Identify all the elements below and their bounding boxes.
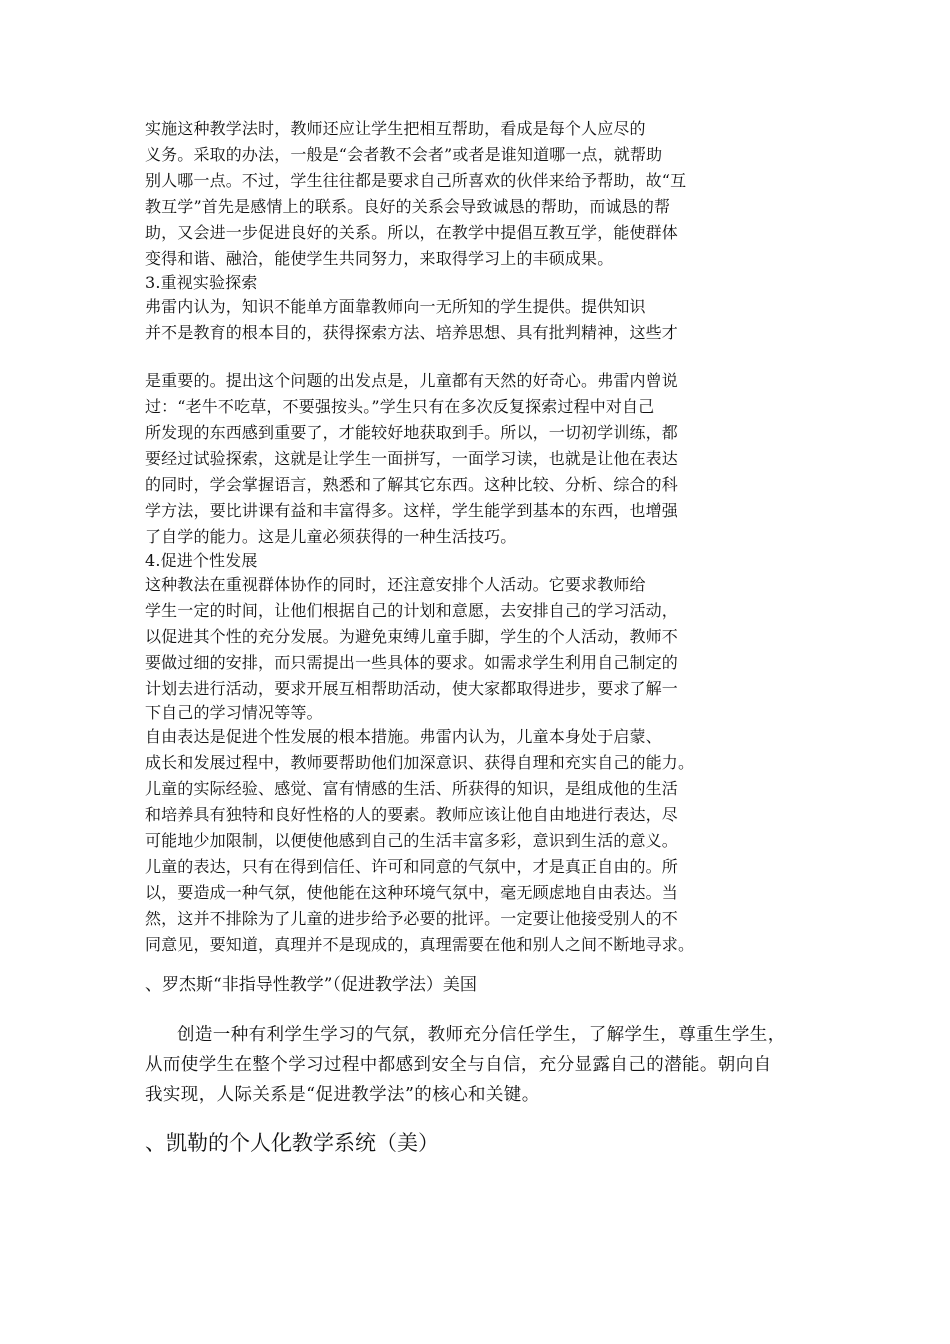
paragraph-line: 是重要的。提出这个问题的出发点是，儿童都有天然的好奇心。弗雷内曾说: [145, 371, 678, 390]
paragraph-line: 这种教法在重视群体协作的同时，还注意安排个人活动。它要求教师给: [145, 575, 646, 594]
paragraph-line: 要做过细的安排，而只需提出一些具体的要求。如需求学生利用自己制定的: [145, 653, 678, 672]
paragraph-line: 可能地少加限制，以便使他感到自己的生活丰富多彩，意识到生活的意义。: [145, 831, 678, 850]
paragraph-line: 助，又会进一步促进良好的关系。所以，在教学中提倡互教互学，能使群体: [145, 223, 678, 242]
paragraph-line: 儿童的表达，只有在得到信任、许可和同意的气氛中，才是真正自由的。所: [145, 857, 678, 876]
paragraph-line: 了自学的能力。这是儿童必须获得的一种生活技巧。: [145, 527, 517, 546]
paragraph-line: 要经过试验探索，这就是让学生一面拼写，一面学习读，也就是让他在表达: [145, 449, 678, 468]
paragraph-line: 儿童的实际经验、感觉、富有情感的生活、所获得的知识，是组成他的生活: [145, 779, 678, 798]
section-heading: 4.促进个性发展: [145, 551, 258, 570]
paragraph-line: 义务。采取的办法，一般是“会者教不会者”或者是谁知道哪一点，就帮助: [145, 145, 663, 164]
paragraph-line: 所发现的东西感到重要了，才能较好地获取到手。所以，一切初学训练，都: [145, 423, 678, 442]
paragraph-line: 并不是教育的根本目的，获得探索方法、培养思想、具有批判精神，这些才: [145, 323, 678, 342]
paragraph-line: 下自己的学习情况等等。: [145, 703, 323, 722]
paragraph-line: 以，要造成一种气氛，使他能在这种环境气氛中，毫无顾虑地自由表达。当: [145, 883, 678, 902]
paragraph-line: 学方法，要比讲课有益和丰富得多。这样，学生能学到基本的东西，也增强: [145, 501, 678, 520]
paragraph-line: 同意见，要知道，真理并不是现成的，真理需要在他和别人之间不断地寻求。: [145, 935, 695, 954]
paragraph-line: 计划去进行活动，要求开展互相帮助活动，使大家都取得进步，要求了解一: [145, 679, 678, 698]
paragraph-line: 变得和谐、融洽，能使学生共同努力，来取得学习上的丰硕成果。: [145, 249, 614, 268]
section-heading: 3.重视实验探索: [145, 273, 258, 292]
paragraph-line: 我实现，人际关系是“促进教学法”的核心和关键。: [145, 1085, 540, 1105]
section-heading: 、凯勒的个人化教学系统（美）: [145, 1131, 439, 1155]
paragraph-line: 从而使学生在整个学习过程中都感到安全与自信，充分显露自己的潜能。朝向自: [145, 1055, 772, 1075]
paragraph-line: 以促进其个性的充分发展。为避免束缚儿童手脚，学生的个人活动，教师不: [145, 627, 678, 646]
paragraph-line: 弗雷内认为，知识不能单方面靠教师向一无所知的学生提供。提供知识: [145, 297, 646, 316]
paragraph-line: 实施这种教学法时，教师还应让学生把相互帮助，看成是每个人应尽的: [145, 119, 646, 138]
paragraph-line: 教互学”首先是感情上的联系。良好的关系会导致诚恳的帮助，而诚恳的帮: [145, 197, 671, 216]
paragraph-line: 创造一种有利学生学习的气氛，教师充分信任学生，了解学生，尊重生学生，: [177, 1025, 786, 1045]
paragraph-line: 过：“老牛不吃草，不要强按头。”学生只有在多次反复探索过程中对自己: [145, 397, 655, 416]
paragraph-line: 自由表达是促进个性发展的根本措施。弗雷内认为，儿童本身处于启蒙、: [145, 727, 662, 746]
paragraph-line: 别人哪一点。不过，学生往往都是要求自己所喜欢的伙伴来给予帮助，故“互: [145, 171, 687, 190]
paragraph-line: 和培养具有独特和良好性格的人的要素。教师应该让他自由地进行表达，尽: [145, 805, 678, 824]
paragraph-line: 的同时，学会掌握语言，熟悉和了解其它东西。这种比较、分析、综合的科: [145, 475, 678, 494]
paragraph-line: 成长和发展过程中，教师要帮助他们加深意识、获得自理和充实自己的能力。: [145, 753, 695, 772]
section-heading: 、罗杰斯“非指导性教学”（促进教学法）美国: [145, 975, 477, 995]
paragraph-line: 学生一定的时间，让他们根据自己的计划和意愿，去安排自己的学习活动，: [145, 601, 678, 620]
paragraph-line: 然，这并不排除为了儿童的进步给予必要的批评。一定要让他接受别人的不: [145, 909, 678, 928]
